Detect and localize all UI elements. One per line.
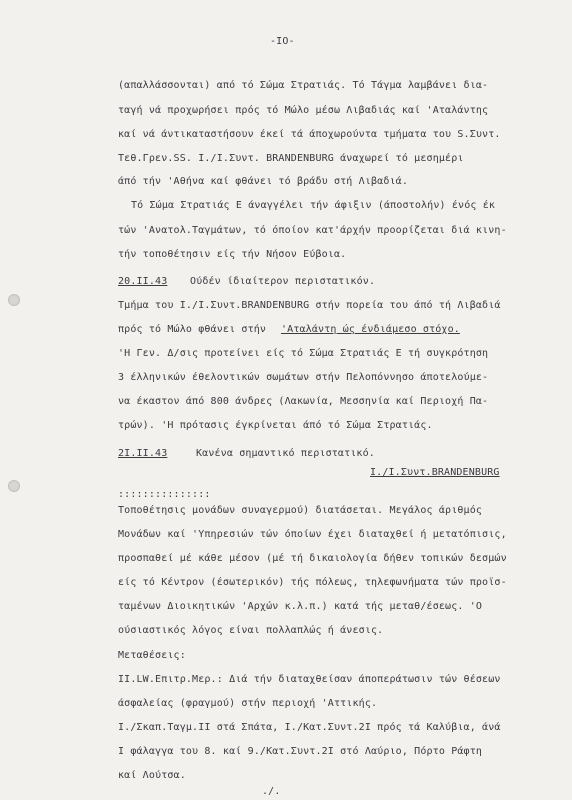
text-line: Ι φάλαγγα του 8. καί 9./Κατ.Συντ.2Ι στό Λαύριο, Πόρτο Ράφτη <box>118 746 483 757</box>
text-line: Ούδέν ίδιαίτερον περιστατικόν. <box>190 276 376 287</box>
punch-hole <box>8 480 20 492</box>
text-line: ταγή νά προχωρήσει πρός τό Μώλο μέσω Λιβαδιάς καί 'Αταλάντης <box>118 105 489 116</box>
punch-hole <box>8 294 20 306</box>
text-line: 'Η Γεν. Δ/σις προτείνει είς τό Σώμα Στρατιάς Ε τή συγκρότηση <box>118 348 489 359</box>
unit-heading: Ι./Ι.Συντ.BRANDENBURG <box>370 467 500 478</box>
text-line: Μεταθέσεις: <box>118 650 186 661</box>
text-line: τρών). 'Η πρότασις έγκρίνεται άπό τό Σώμα Στρατιάς. <box>118 420 433 431</box>
text-line: είς τό Κέντρον (έσωτερικόν) τής πόλεως, τηλεφωνήματα τών προϊσ- <box>118 577 507 588</box>
text-line: Ι./Σκαπ.Ταγμ.ΙΙ στά Σπάτα, Ι./Κατ.Συντ.2Ι πρός τά Καλύβια, άνά <box>118 722 501 733</box>
text-line: Τμήμα του Ι./Ι.Συντ.BRANDENBURG στήν πορεία του άπό τή Λιβαδιά <box>118 300 501 311</box>
text-line: Κανένα σημαντικό περιστατικό. <box>196 448 375 459</box>
underlined-phrase: 'Αταλάντη ώς ένδιάμεσο στόχο. <box>281 324 460 335</box>
entry-date: 2I.II.43 <box>118 448 168 459</box>
text-line: Τό Σώμα Στρατιάς Ε άναγγέλει τήν άφιξιν (άποστολήν) ένός έκ <box>131 200 496 211</box>
text-line: καί νά άντικαταστήσουν έκεί τά άποχωρούντα τμήματα του S.Συντ. <box>118 129 501 140</box>
text-line: άσφαλείας (φραγμού) στήν περιοχή 'Αττικής. <box>118 698 378 709</box>
text-line: να έκαστον άπό 800 άνδρες (Λακωνία, Μεσσηνία καί Περιοχή Πα- <box>118 396 489 407</box>
text-line: Τεθ.Γρεν.SS. Ι./Ι.Συντ. BRANDENBURG άναχωρεί τό μεσημέρι <box>118 153 464 164</box>
text-line: (απαλλάσσονται) από τό Σώμα Στρατιάς. Τό Τάγμα λαμβάνει δια- <box>118 80 489 91</box>
continuation-mark: ./. <box>262 786 281 797</box>
entry-date: 20.II.43 <box>118 276 168 287</box>
text-line: τήν τοποθέτησιν είς τήν Νήσον Εύβοια. <box>118 249 347 260</box>
text-line: Τοποθέτησις μονάδων συναγερμού) διατάσεται. Μεγάλος άριθμός <box>118 505 483 516</box>
text-line: ταμένων Διοικητικών 'Αρχών κ.λ.π.) κατά τής μεταθ/έσεως. 'Ο <box>118 601 483 612</box>
text-line: 3 έλληνικών έθελοντικών σωμάτων στήν Πελοπόννησο άποτελούμε- <box>118 372 489 383</box>
text-line: ΙΙ.LW.Επιτρ.Μερ.: Διά τήν διαταχθείσαν άποπεράτωσιν τών θέσεων <box>118 674 501 685</box>
text-line: Μονάδων καί 'Υπηρεσιών τών όποίων έχει διαταχθεί ή μετατόπισις, <box>118 529 507 540</box>
text-line: καί Λούτσα. <box>118 770 186 781</box>
text-line: ούσιαστικός λόγος είναι πολλαπλώς ή άνεσις. <box>118 625 384 636</box>
text-line: προσπαθεί μέ κάθε μέσον (μέ τή δικαιολογία δήθεν τοπικών δεσμών <box>118 553 507 564</box>
colon-rule: ::::::::::::::: <box>118 489 211 500</box>
text-line: άπό τήν 'Αθήνα καί φθάνει τό βράδυ στή Λιβαδιά. <box>118 176 409 187</box>
text-line: πρός τό Μώλο φθάνει στήν <box>118 324 267 335</box>
page-number: -IO- <box>270 36 295 47</box>
text-line: τών 'Ανατολ.Ταγμάτων, τό όποίον κατ'άρχήν προορίζεται διά κινη- <box>118 225 507 236</box>
